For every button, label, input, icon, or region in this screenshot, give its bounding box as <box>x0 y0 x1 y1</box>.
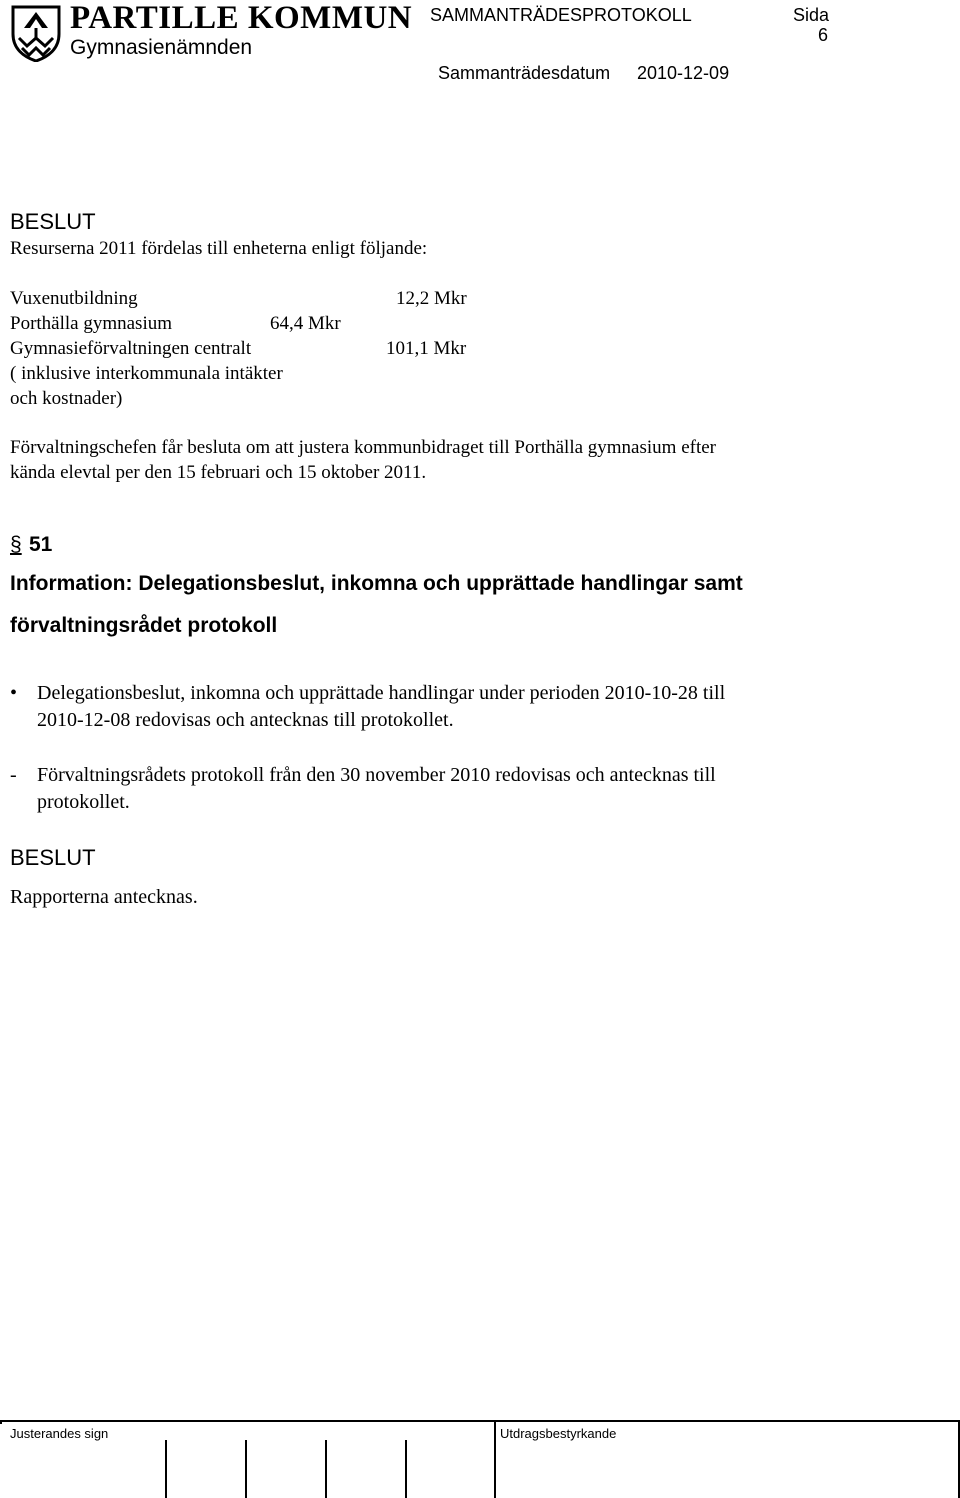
section-title-line: förvaltningsrådet protokoll <box>10 614 278 637</box>
meeting-date: 2010-12-09 <box>637 63 730 83</box>
coat-of-arms-icon <box>10 4 62 62</box>
signature-box-divider <box>405 1440 407 1498</box>
dash-marker: - <box>10 764 17 786</box>
bullet-text-line: 2010-12-08 redovisas och antecknas till protokollet. <box>37 709 454 731</box>
page-label: Sida <box>793 5 830 25</box>
decision-paragraph-line: Förvaltningschefen får besluta om att justera kommunbidraget till Porthälla gymnasium efter <box>10 437 716 458</box>
decision-paragraph-line: kända elevtal per den 15 februari och 15 oktober 2011. <box>10 462 427 483</box>
signature-box-divider <box>245 1440 247 1498</box>
allocation-unit: ( inklusive interkommunala intäkter <box>10 363 283 384</box>
dash-text-line: protokollet. <box>37 791 130 813</box>
footer-divider <box>494 1420 496 1498</box>
section-number-value: 51 <box>29 533 53 556</box>
footer-divider <box>0 1420 2 1424</box>
decision-heading: BESLUT <box>10 845 96 870</box>
allocation-unit: Vuxenutbildning <box>10 288 138 309</box>
paragraph-sign: § <box>10 533 22 556</box>
decision-intro: Resurserna 2011 fördelas till enheterna enligt följande: <box>10 238 428 259</box>
signature-box-divider <box>165 1440 167 1498</box>
signature-box-divider <box>325 1440 327 1498</box>
org-name: PARTILLE KOMMUN <box>70 0 413 36</box>
footer-rule <box>0 1420 960 1422</box>
allocation-amount: 12,2 Mkr <box>396 288 467 309</box>
bullet-text-line: Delegationsbeslut, inkomna och upprättade handlingar under perioden 2010-10-28 till <box>37 682 726 704</box>
extract-label: Utdragsbestyrkande <box>500 1426 617 1441</box>
allocation-amount: 64,4 Mkr <box>270 313 341 334</box>
dash-text-line: Förvaltningsrådets protokoll från den 30 november 2010 redovisas och antecknas till <box>37 764 716 786</box>
org-subtitle: Gymnasienämnden <box>70 36 253 59</box>
allocation-unit: och kostnader) <box>10 388 123 409</box>
page-number: 6 <box>818 25 829 45</box>
bullet-marker: • <box>10 682 18 704</box>
decision-text: Rapporterna antecknas. <box>10 886 198 908</box>
allocation-amount: 101,1 Mkr <box>386 338 467 359</box>
signature-label: Justerandes sign <box>10 1426 109 1441</box>
allocation-unit: Porthälla gymnasium <box>10 313 173 334</box>
document-type: SAMMANTRÄDESPROTOKOLL <box>430 5 692 25</box>
section-title-line: Information: Delegationsbeslut, inkomna och upprättade handlingar samt <box>10 572 743 595</box>
decision-heading: BESLUT <box>10 209 96 234</box>
allocation-unit: Gymnasieförvaltningen centralt <box>10 338 252 359</box>
meeting-date-label: Sammanträdesdatum <box>438 63 611 83</box>
